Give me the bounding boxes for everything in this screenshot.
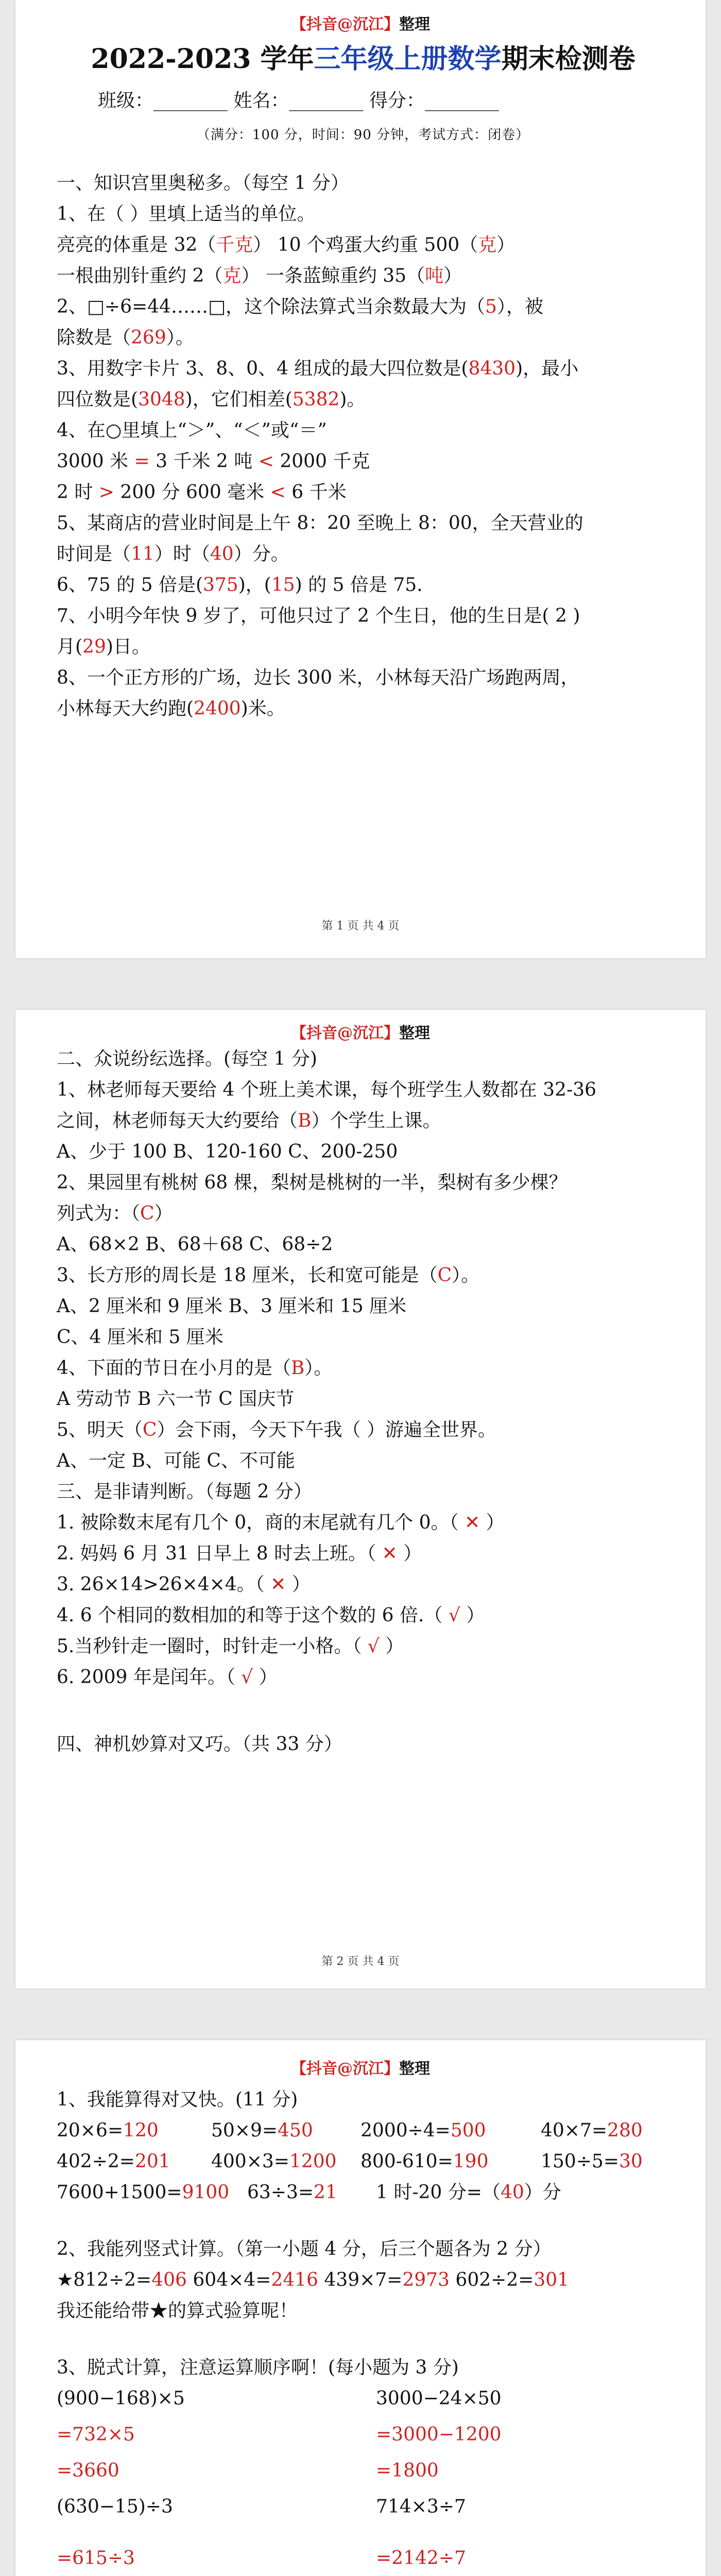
page-2-header: 【抖音@沉江】整理 — [291, 1024, 430, 1042]
q3-3: 3. 26×14>26×4×4。（ ✕ ） — [57, 1574, 311, 1595]
q3-4: 4. 6 个相同的数相加的和等于这个数的 6 倍.（ √ ） — [57, 1605, 485, 1626]
page-2-footer: 第 2 页 共 4 页 — [321, 1955, 400, 1968]
q1-4: 4、在○里填上“＞”、“＜”或“＝” — [57, 420, 327, 441]
section-4-heading: 四、神机妙算对又巧。（共 33 分） — [57, 1734, 342, 1755]
q1-8b: 小林每天大约跑(2400)米。 — [57, 698, 285, 719]
q2-3-options-a: A、2 厘米和 9 厘米 B、3 厘米和 15 厘米 — [57, 1296, 407, 1317]
q2-1-options: A、少于 100 B、120-160 C、200-250 — [57, 1141, 398, 1162]
section-3-heading: 三、是非请判断。（每题 2 分） — [57, 1481, 312, 1502]
exam-title: 2022-2023 学年三年级上册数学期末检测卷 — [91, 43, 636, 75]
q4-3-heading: 3、脱式计算，注意运算顺序啊！(每小题为 3 分) — [57, 2357, 459, 2378]
q2-5: 5、明天（C）会下雨，今天下午我（ ）游遍全世界。 — [57, 1419, 496, 1440]
q3-2: 2. 妈妈 6 月 31 日早上 8 时去上班。（ ✕ ） — [57, 1543, 422, 1564]
exam-note: （满分：100 分，时间：90 分钟，考试方式：闭卷） — [196, 127, 530, 143]
q2-1: 1、林老师每天要给 4 个班上美术课，每个班学生人数都在 32-36 — [57, 1079, 596, 1100]
q1-8: 8、一个正方形的广场，边长 300 米，小林每天沿广场跑两周， — [57, 667, 579, 688]
q1-5: 5、某商店的营业时间是上午 8：20 至晚上 8：00，全天营业的 — [57, 513, 583, 534]
q2-4-options: A 劳动节 B 六一节 C 国庆节 — [57, 1388, 295, 1410]
q2-2-options: A、68×2 B、68＋68 C、68÷2 — [57, 1234, 333, 1255]
section-1-heading: 一、知识宫里奥秘多。（每空 1 分） — [57, 173, 349, 194]
q2-2b: 列式为：（C） — [57, 1203, 173, 1224]
q2-5-options: A、一定 B、可能 C、不可能 — [57, 1450, 295, 1471]
q1-7: 7、小明今年快 9 岁了，可他只过了 2 个生日，他的生日是( 2 ) — [57, 605, 580, 626]
q1-3b: 四位数是(3048)，它们相差(5382)。 — [57, 389, 366, 410]
q1-4a: 3000 米 = 3 千米 2 吨 < 2000 千克 — [57, 451, 370, 472]
q3-1: 1. 被除数末尾有几个 0，商的末尾就有几个 0。（ ✕ ） — [57, 1512, 505, 1533]
q4-2-heading: 2、我能列竖式计算。（第一小题 4 分，后三个题各为 2 分） — [57, 2239, 552, 2260]
page-2 — [15, 1010, 706, 1989]
q1-5b: 时间是（11）时（40）分。 — [57, 544, 289, 565]
q1-6: 6、75 的 5 倍是(375)，(15) 的 5 倍是 75. — [57, 574, 423, 596]
q1-2b: 除数是（269）。 — [57, 327, 194, 348]
q1-1: 1、在（ ）里填上适当的单位。 — [57, 204, 316, 225]
q1-2: 2、□÷6=44……□，这个除法算式当余数最大为（5），被 — [57, 296, 543, 317]
q2-3: 3、长方形的周长是 18 厘米，长和宽可能是（C）。 — [57, 1265, 480, 1286]
vertical-calc: ★812÷2=406 604×4=2416 439×7=2973 602÷2=301 — [57, 2269, 570, 2291]
q1-7b: 月(29)日。 — [57, 636, 150, 657]
q1-1a: 亮亮的体重是 32（千克） 10 个鸡蛋大约重 500（克） — [57, 234, 516, 256]
q1-1b: 一根曲别针重约 2（克） 一条蓝鲸重约 35（吨） — [57, 265, 462, 286]
page-1-footer: 第 1 页 共 4 页 — [321, 920, 400, 933]
q3-6: 6. 2009 年是闰年。（ √ ） — [57, 1667, 278, 1688]
section-2-heading: 二、众说纷纭选择。(每空 1 分) — [57, 1048, 317, 1070]
q1-3: 3、用数字卡片 3、8、0、4 组成的最大四位数是(8430)，最小 — [57, 358, 579, 379]
page-1 — [15, 0, 706, 958]
q2-3-options-c: C、4 厘米和 5 厘米 — [57, 1327, 224, 1348]
q1-4b: 2 时 > 200 分 600 毫米 < 6 千米 — [57, 482, 347, 503]
q2-2: 2、果园里有桃树 68 棵，梨树是桃树的一半，梨树有多少棵？ — [57, 1172, 568, 1193]
page-3: 【抖音@沉江】整理 1、我能算得对又快。(11 分) 20×6=120 50×9=450 2000÷4=500 40×7=280 402÷2=201 400×3=1200 800-610=190 150÷5=30 7600+1500=9100 63÷3=21 1 时-20 分=（40）分 2、我能列竖式计算。（第一小题 4 分，后三个题各为 2 分） ★812÷2=406 604×4=2416 439×7=2973 602÷2=301 我还能给带★的算式验算呢！ 3、脱式计算，注意运算顺序啊！(每小题为 3 分) (900−168)×5 3000−24×50 =732×5 =3000−1200 =3660 =1800 (630−15)÷3 714×3÷7 =615÷3 =2142÷7 — [15, 2040, 706, 2576]
student-info: 班级：________ 姓名：________ 得分：________ — [98, 90, 499, 111]
verify-note: 我还能给带★的算式验算呢！ — [57, 2300, 298, 2321]
q3-5: 5.当秒针走一圈时，时针走一小格。（ √ ） — [57, 1636, 404, 1657]
q4-1-heading: 1、我能算得对又快。(11 分) — [57, 2089, 298, 2110]
q2-4: 4、下面的节日在小月的是（B）。 — [57, 1358, 333, 1379]
q2-1b: 之间，林老师每天大约要给（B）个学生上课。 — [57, 1110, 441, 1131]
page-1-header: 【抖音@沉江】整理 — [291, 15, 430, 33]
page-3-header: 【抖音@沉江】整理 — [291, 2060, 430, 2078]
